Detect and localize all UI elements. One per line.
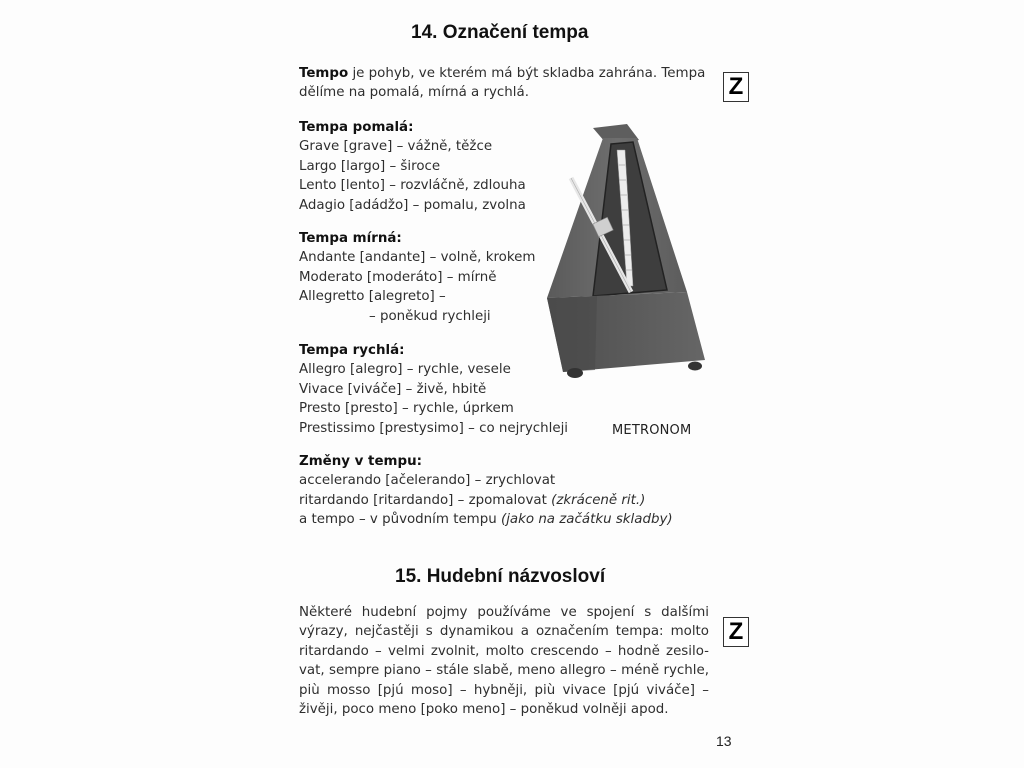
list-item: Largo [largo] – široce — [299, 158, 441, 174]
z-badge-section-15: Z — [723, 617, 749, 647]
list-item-note: (jako na začátku skladby) — [500, 512, 673, 528]
list-item: Moderato [moderáto] – mírně — [299, 269, 497, 285]
list-item: Adagio [adádžo] – pomalu, zvolna — [299, 197, 526, 213]
list-item: Andante [andante] – volně, krokem — [299, 250, 536, 266]
paragraph-line: più mosso [pjú moso] – hybněji, più vivace [pjú viváče] – — [299, 682, 709, 698]
page-number: 13 — [716, 733, 732, 749]
list-item — [299, 510, 673, 529]
paragraph-line: ritardando – velmi zvolnit, molto crescendo – hodně zesilo- — [299, 643, 709, 659]
list-item: Lento [lento] – rozvláčně, zdlouha — [299, 178, 526, 194]
section-15-paragraph — [299, 603, 709, 719]
z-badge-section-14: Z — [723, 72, 749, 102]
paragraph-line: Některé hudební pojmy používáme ve spojení s dalšími — [299, 605, 709, 620]
section-15-title: 15. Hudební názvosloví — [395, 566, 606, 587]
paragraph-line: výrazy, nejčastěji s dynamikou a označením tempa: molto — [299, 624, 709, 640]
list-item-text: ritardando [ritardando] – zpomalovat — [299, 492, 552, 508]
group-heading: Změny v tempu: — [299, 454, 422, 469]
group-heading: Tempa pomalá: — [299, 120, 414, 135]
paragraph-line: vat, sempre piano – stále slabě, meno allegro – méně rychle, — [299, 663, 709, 679]
list-item: Grave [grave] – vážně, těžce — [299, 139, 493, 155]
intro-line-1: je pohyb, ve kterém má být skladba zahrána. Tempa — [348, 66, 706, 81]
group-moderate-tempos — [299, 229, 535, 326]
intro-line-2: dělíme na pomalá, mírná a rychlá. — [299, 85, 529, 101]
section-14-title: 14. Označení tempa — [411, 22, 589, 43]
list-item — [299, 491, 673, 510]
list-item: Prestissimo [prestysimo] – co nejrychleji — [299, 420, 569, 436]
intro-term: Tempo — [299, 66, 349, 81]
list-item: Allegretto [alegreto] – — [299, 289, 446, 305]
list-item-text: a tempo – v původním tempu — [299, 512, 501, 528]
paragraph-line: živěji, poco meno [poko meno] – poněkud volněji apod. — [299, 702, 669, 718]
group-heading: Tempa rychlá: — [299, 343, 405, 358]
metronome-image — [535, 120, 710, 380]
metronome-caption: METRONOM — [612, 423, 692, 438]
group-tempo-changes — [299, 452, 673, 530]
list-item: accelerando [ačelerando] – zrychlovat — [299, 473, 556, 489]
list-item: Allegro [alegro] – rychle, vesele — [299, 362, 511, 378]
list-item-note: (zkráceně rit.) — [551, 492, 646, 508]
group-heading: Tempa mírná: — [299, 231, 402, 246]
list-item: – poněkud rychleji — [369, 308, 491, 324]
list-item: Vivace [viváče] – živě, hbitě — [299, 381, 487, 397]
list-item: Presto [presto] – rychle, úprkem — [299, 401, 514, 417]
intro-paragraph — [299, 64, 705, 103]
group-fast-tempos — [299, 341, 568, 438]
group-slow-tempos — [299, 118, 526, 215]
